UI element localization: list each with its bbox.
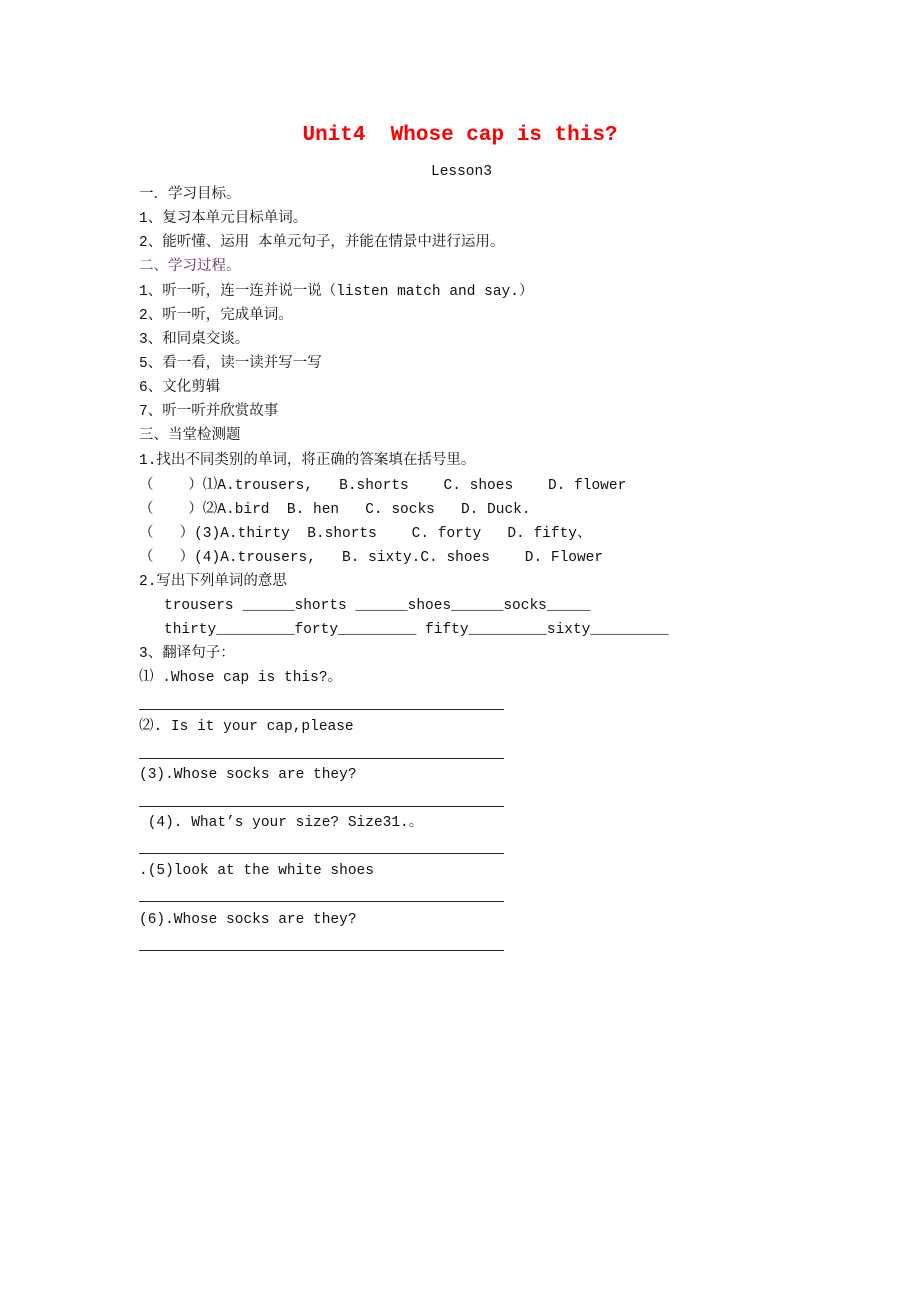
section3-heading: 三、当堂检测题 <box>139 428 241 444</box>
answer-line <box>139 806 504 807</box>
list-item: 6、文化剪辑 <box>139 380 221 396</box>
q3-sentence: (3).Whose socks are they? <box>139 767 357 783</box>
q1-item: （ ）⑵A.bird B. hen C. socks D. Duck. <box>139 502 531 518</box>
q2-row: thirty_________forty_________ fifty_________sixty_________ <box>164 622 669 638</box>
answer-line <box>139 950 504 951</box>
q2-prompt: 2.写出下列单词的意思 <box>139 574 287 590</box>
document-title: Unit4 Whose cap is this? <box>302 124 618 147</box>
lesson-subtitle: Lesson3 <box>431 164 492 180</box>
answer-line <box>139 709 504 710</box>
q3-sentence: ⑴ .Whose cap is this?。 <box>139 670 343 686</box>
q1-item: （ ）⑴A.trousers, B.shorts C. shoes D. flower <box>139 478 627 494</box>
list-item: 7、听一听并欣赏故事 <box>139 404 279 420</box>
q2-row: trousers ______shorts ______shoes______socks_____ <box>164 598 591 614</box>
list-item: 2、听一听，完成单词。 <box>139 308 293 324</box>
answer-line <box>139 853 504 854</box>
list-item: 1、复习本单元目标单词。 <box>139 211 308 227</box>
q1-item: （ ）(4)A.trousers, B. sixty.C. shoes D. Flower <box>139 550 604 566</box>
q3-sentence: .(5)look at the white shoes <box>139 863 374 879</box>
section2-heading: 二、学习过程。 <box>139 259 241 275</box>
answer-line <box>139 901 504 902</box>
answer-line <box>139 758 504 759</box>
section1-heading: 一．学习目标。 <box>139 187 241 203</box>
q3-sentence: (4). What’s your size? Size31.。 <box>139 815 424 831</box>
list-item: 2、能听懂、运用 本单元句子，并能在情景中进行运用。 <box>139 235 505 251</box>
q3-prompt: 3、翻译句子： <box>139 646 235 662</box>
q3-sentence: (6).Whose socks are they? <box>139 912 357 928</box>
q3-sentence: ⑵. Is it your cap,please <box>139 719 354 735</box>
q1-item: （ ）(3)A.thirty B.shorts C. forty D. fifty、 <box>139 526 592 542</box>
list-item: 1、听一听，连一连并说一说（listen match and say.） <box>139 284 534 300</box>
q1-prompt: 1.找出不同类别的单词，将正确的答案填在括号里。 <box>139 453 476 469</box>
list-item: 3、和同桌交谈。 <box>139 332 250 348</box>
list-item: 5、看一看，读一读并写一写 <box>139 356 322 372</box>
